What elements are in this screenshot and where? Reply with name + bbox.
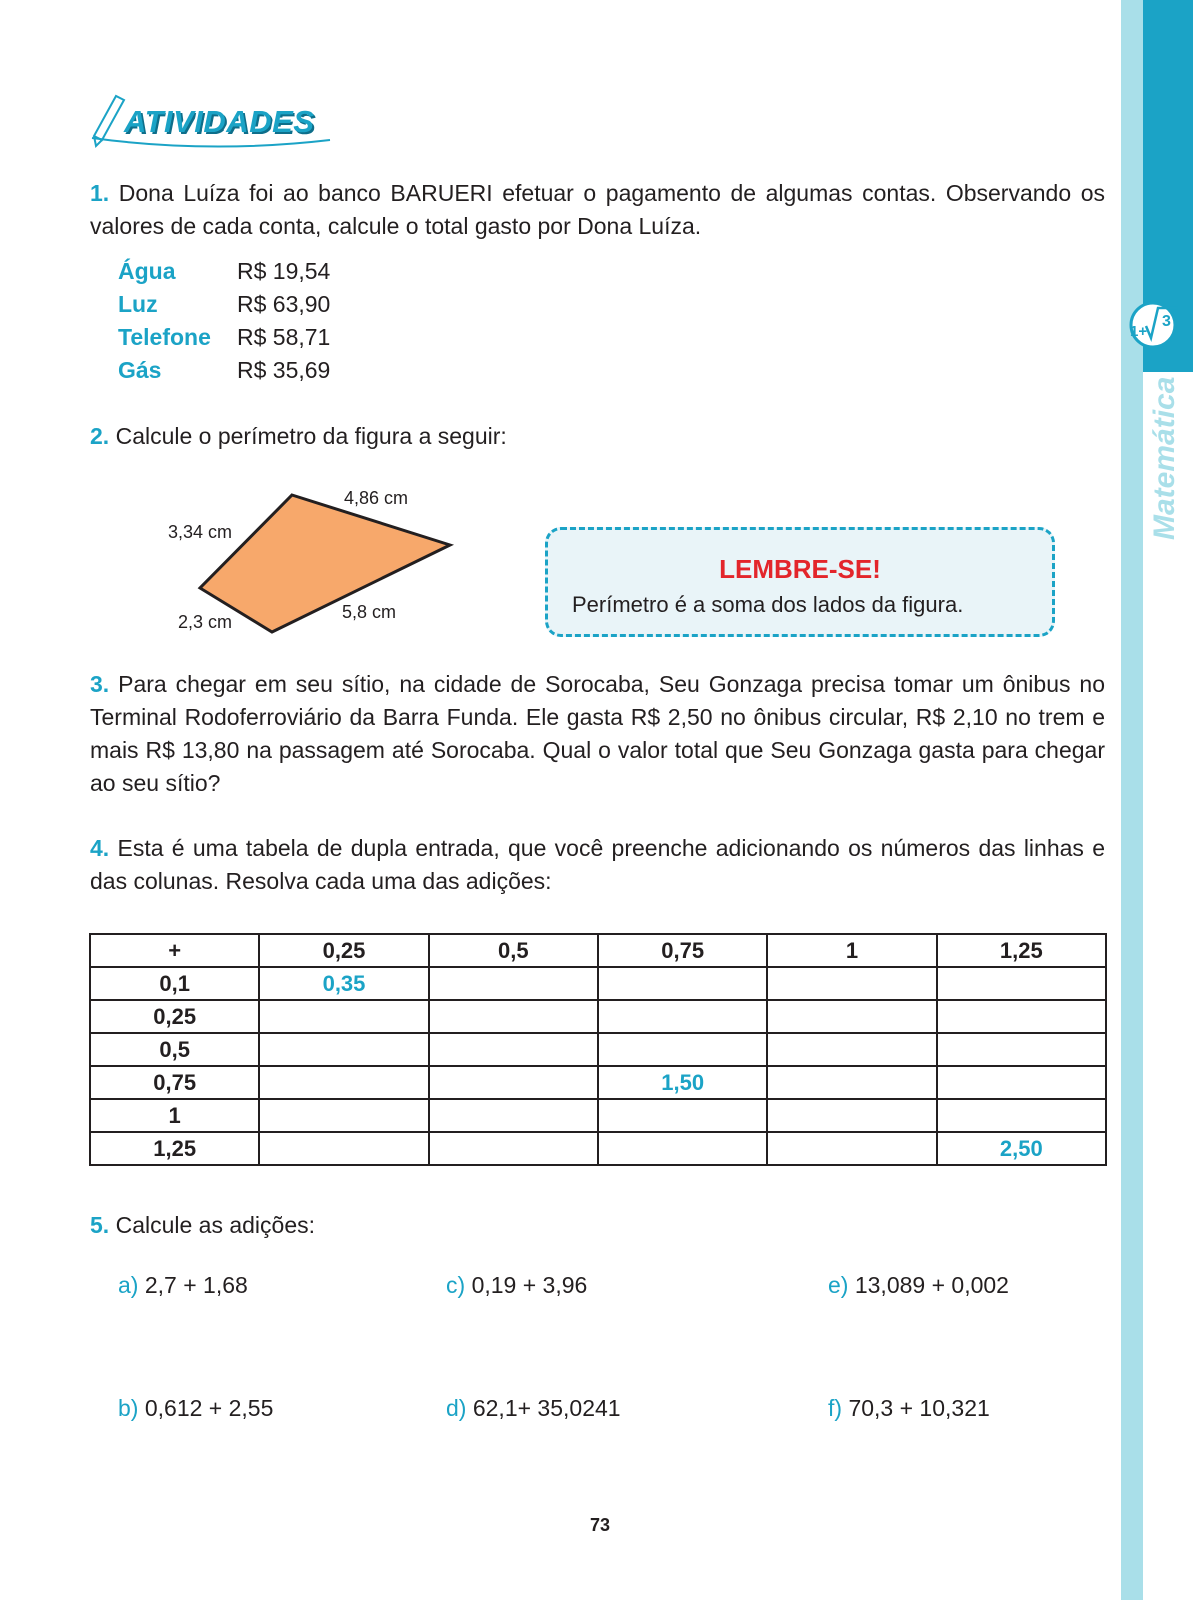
exercise-letter: a): [118, 1272, 139, 1298]
bill-label: Gás: [118, 357, 162, 383]
table-row: [90, 1099, 1106, 1132]
row-header: 0,25: [90, 1000, 259, 1033]
bill-value: R$ 58,71: [237, 324, 331, 350]
table-row: [90, 1132, 1106, 1165]
side-band-light: [1121, 0, 1143, 1600]
exercise-expression: 70,3 + 10,321: [848, 1395, 990, 1421]
table-cell: [598, 1000, 767, 1033]
column-header: 1,25: [937, 934, 1106, 967]
page-title: ATIVIDADES: [124, 104, 315, 139]
question-3: [90, 668, 1105, 800]
table-cell: [259, 1132, 428, 1165]
question-5-number: 5.: [90, 1212, 110, 1238]
bill-value: R$ 63,90: [237, 291, 331, 317]
side-label-left-lower: 2,3 cm: [178, 612, 233, 632]
question-2-number: 2.: [90, 423, 110, 449]
question-2-text: Calcule o perímetro da figura a seguir:: [115, 423, 507, 449]
table-cell: [937, 1000, 1106, 1033]
table-row: [90, 1066, 1106, 1099]
exercise-item-c: [446, 1272, 587, 1299]
row-header: 0,1: [90, 967, 259, 1000]
table-cell: [767, 1033, 936, 1066]
side-band: [1113, 0, 1193, 1600]
table-cell: [259, 1033, 428, 1066]
table-cell: [429, 1033, 598, 1066]
bill-label: Telefone: [118, 324, 211, 350]
table-cell: [259, 1066, 428, 1099]
table-row: [90, 967, 1106, 1000]
question-4-number: 4.: [90, 835, 110, 861]
badge-right-text: 3: [1162, 313, 1171, 330]
table-cell: [937, 1033, 1106, 1066]
table-cell: [767, 1000, 936, 1033]
side-label-left-upper: 3,34 cm: [168, 522, 233, 542]
question-1: [90, 177, 1105, 243]
question-4-text: Esta é uma tabela de dupla entrada, que você preenche adicionando os números das linhas e das colunas. Resolva cada uma das adições:: [90, 835, 1105, 894]
exercise-expression: 0,612 + 2,55: [144, 1395, 274, 1421]
side-band-white: [1143, 372, 1193, 1600]
question-3-number: 3.: [90, 671, 110, 697]
exercise-item-b: [118, 1395, 273, 1422]
table-cell: [767, 1066, 936, 1099]
column-header: 1: [767, 934, 936, 967]
column-header: 0,25: [259, 934, 428, 967]
row-header: 1,25: [90, 1132, 259, 1165]
exercise-letter: c): [446, 1272, 466, 1298]
table-cell: [259, 1000, 428, 1033]
table-cell: [767, 1099, 936, 1132]
table-cell: [937, 1099, 1106, 1132]
bill-value: R$ 35,69: [237, 357, 331, 383]
table-cell: [429, 1099, 598, 1132]
exercise-letter: e): [828, 1272, 849, 1298]
bill-value: R$ 19,54: [237, 258, 331, 284]
math-badge-icon: [1116, 300, 1190, 350]
exercise-letter: b): [118, 1395, 139, 1421]
double-entry-table: [89, 933, 1107, 1166]
bill-label: Água: [118, 258, 176, 284]
table-corner: +: [90, 934, 259, 967]
table-cell: [767, 1132, 936, 1165]
side-label-bottom: 5,8 cm: [342, 602, 397, 622]
subject-label: Matemática: [1148, 376, 1181, 540]
row-header: 0,75: [90, 1066, 259, 1099]
table-cell: [598, 1132, 767, 1165]
question-5-text: Calcule as adições:: [115, 1212, 316, 1238]
table-cell: [429, 1132, 598, 1165]
badge-left-text: 1+: [1130, 323, 1148, 340]
table-cell: [598, 967, 767, 1000]
table-cell: 2,50: [937, 1132, 1106, 1165]
table-cell: [259, 1099, 428, 1132]
table-row: [90, 1000, 1106, 1033]
question-4: [90, 832, 1105, 898]
question-1-text: Dona Luíza foi ao banco BARUERI efetuar o pagamento de algumas contas. Observando os valores de cada conta, calcule o total gasto por Dona Luíza.: [90, 180, 1105, 239]
exercise-letter: f): [828, 1395, 843, 1421]
side-label-top: 4,86 cm: [344, 488, 409, 508]
reminder-title: LEMBRE-SE!: [719, 554, 881, 584]
question-3-text: Para chegar em seu sítio, na cidade de Sorocaba, Seu Gonzaga precisa tomar um ônibus no Terminal Rodoferroviário da Barra Funda. Ele gasta R$ 2,50 no ônibus circular, R$ 2,10 no trem e mais R$ 13,80 na passagem até Sorocaba. Qual o valor total que Seu Gonzaga gasta para chegar ao seu sítio?: [90, 671, 1105, 796]
table-cell: 1,50: [598, 1066, 767, 1099]
table-cell: [429, 1066, 598, 1099]
table-cell: [598, 1099, 767, 1132]
column-header: 0,75: [598, 934, 767, 967]
row-header: 1: [90, 1099, 259, 1132]
exercise-expression: 62,1+ 35,0241: [472, 1395, 621, 1421]
table-cell: [937, 1066, 1106, 1099]
question-1-number: 1.: [90, 180, 110, 206]
table-cell: [767, 967, 936, 1000]
quadrilateral-figure: [160, 480, 480, 640]
reminder-box: [545, 527, 1055, 637]
table-header-row: [90, 934, 1106, 967]
question-2: [90, 420, 1105, 453]
exercise-item-e: [828, 1272, 1009, 1299]
exercise-item-d: [446, 1395, 621, 1422]
exercise-item-f: [828, 1395, 990, 1422]
exercise-expression: 13,089 + 0,002: [854, 1272, 1009, 1298]
table-cell: [429, 967, 598, 1000]
exercise-expression: 2,7 + 1,68: [144, 1272, 248, 1298]
column-header: 0,5: [429, 934, 598, 967]
exercise-letter: d): [446, 1395, 467, 1421]
page-number: 73: [589, 1515, 611, 1535]
table-cell: [429, 1000, 598, 1033]
row-header: 0,5: [90, 1033, 259, 1066]
table-cell: 0,35: [259, 967, 428, 1000]
question-5: [90, 1209, 1105, 1242]
activities-header: [90, 88, 340, 158]
bill-label: Luz: [118, 291, 158, 317]
table-row: [90, 1033, 1106, 1066]
exercise-item-a: [118, 1272, 248, 1299]
table-cell: [937, 967, 1106, 1000]
table-cell: [598, 1033, 767, 1066]
exercise-expression: 0,19 + 3,96: [471, 1272, 588, 1298]
reminder-text: Perímetro é a soma dos lados da figura.: [572, 592, 964, 617]
